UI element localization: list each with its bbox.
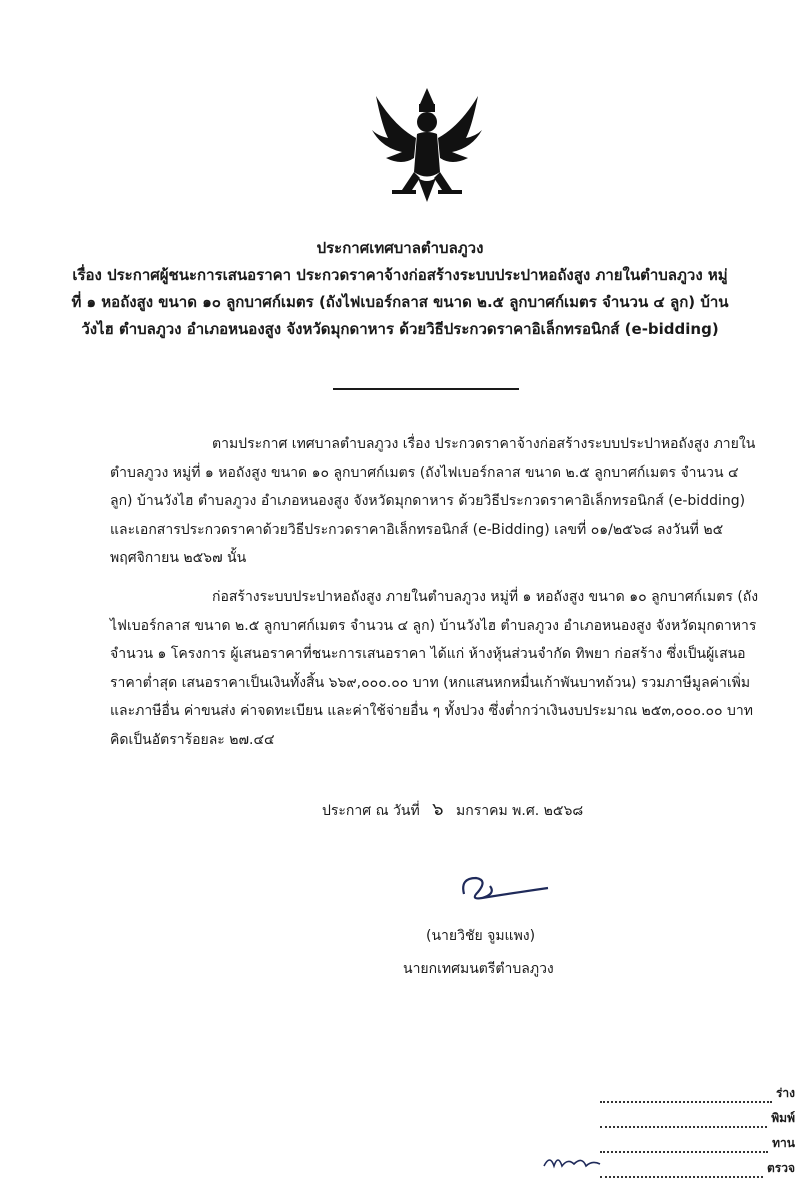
subject-line: เรื่อง ประกาศผู้ชนะการเสนอราคา ประกวดราคาจ้างก่อสร้างระบบประปาหอถังสูง ภายในตำบลภูวง หมู่ — [72, 266, 728, 284]
check-label: ทาน — [772, 1136, 795, 1150]
check-label: ร่าง — [775, 1086, 795, 1100]
body-paragraph-1: ตามประกาศ เทศบาลตำบลภูวง เรื่อง ประกวดราคาจ้างก่อสร้างระบบประปาหอถังสูง ภายในตำบลภูวง หมู่ที่ ๑ หอถังสูง ขนาด ๑๐ ลูกบาศก์เมตร (ถังไฟเบอร์กลาส ขนาด ๒.๕ ลูกบาศก์เมตร จำนวน ๔ ลูก) บ้านวังไฮ ตำบลภูวง อำเภอหนองสูง จังหวัดมุกดาหาร ด้วยวิธีประกวดราคาอิเล็กทรอนิกส์ (e-bidding) และเอกสารประกวดราคาด้วยวิธีประกวดราคาอิเล็กทรอนิกส์ (e-Bidding) เลขที่ ๐๑/๒๕๖๘ ลงวันที่ ๒๕ พฤศจิกายน ๒๕๖๗ นั้น — [110, 436, 756, 566]
document-title: ประกาศเทศบาลตำบลภูวง — [316, 239, 484, 257]
check-row-proof — [600, 1128, 795, 1153]
issue-date — [322, 794, 583, 823]
approval-checklist — [600, 1078, 795, 1178]
subject-line: วังไฮ ตำบลภูวง อำเภอหนองสูง จังหวัดมุกดาหาร ด้วยวิธีประกวดราคาอิเล็กทรอนิกส์ (e-bidding) — [81, 320, 719, 338]
signer-name: (นายวิชัย จูมแพง) — [426, 928, 536, 944]
check-label: พิมพ์ — [771, 1111, 795, 1125]
check-row-verify — [600, 1153, 795, 1178]
check-label: ตรวจ — [766, 1161, 795, 1175]
handwritten-signature-icon — [456, 864, 556, 914]
issue-date-prefix: ประกาศ ณ วันที่ — [322, 803, 420, 819]
body-paragraph-2: ก่อสร้างระบบประปาหอถังสูง ภายในตำบลภูวง หมู่ที่ ๑ หอถังสูง ขนาด ๑๐ ลูกบาศก์เมตร (ถังไฟเบอร์กลาส ขนาด ๒.๕ ลูกบาศก์เมตร จำนวน ๔ ลูก) บ้านวังไฮ ตำบลภูวง อำเภอหนองสูง จังหวัดมุกดาหาร จำนวน ๑ โครงการ ผู้เสนอราคาที่ชนะการเสนอราคา ได้แก่ ห้างหุ้นส่วนจำกัด ทิพยา ก่อสร้าง ซึ่งเป็นผู้เสนอราคาต่ำสุด เสนอราคาเป็นเงินทั้งสิ้น ๖๖๙,๐๐๐.๐๐ บาท (หกแสนหกหมื่นเก้าพันบาทถ้วน) รวมภาษีมูลค่าเพิ่มและภาษีอื่น ค่าขนส่ง ค่าจดทะเบียน และค่าใช้จ่ายอื่น ๆ ทั้งปวง ซึ่งต่ำกว่าเงินงบประมาณ ๒๕๓,๐๐๐.๐๐ บาท คิดเป็นอัตราร้อยละ ๒๗.๔๔ — [110, 589, 759, 748]
garuda-emblem-icon — [372, 86, 482, 204]
subject — [40, 262, 760, 343]
subject-line: ที่ ๑ หอถังสูง ขนาด ๑๐ ลูกบาศก์เมตร (ถังไฟเบอร์กลาส ขนาด ๒.๕ ลูกบาศก์เมตร จำนวน ๔ ลูก) บ้าน — [71, 293, 729, 311]
issue-month-year: มกราคม พ.ศ. ๒๕๖๘ — [456, 803, 584, 819]
handwritten-initials-icon — [542, 1148, 602, 1174]
check-row-draft — [600, 1078, 795, 1103]
issue-day: ๖ — [432, 799, 444, 820]
divider — [333, 388, 519, 390]
signer-title: นายกเทศมนตรีตำบลภูวง — [403, 961, 554, 977]
check-row-print — [600, 1103, 795, 1128]
